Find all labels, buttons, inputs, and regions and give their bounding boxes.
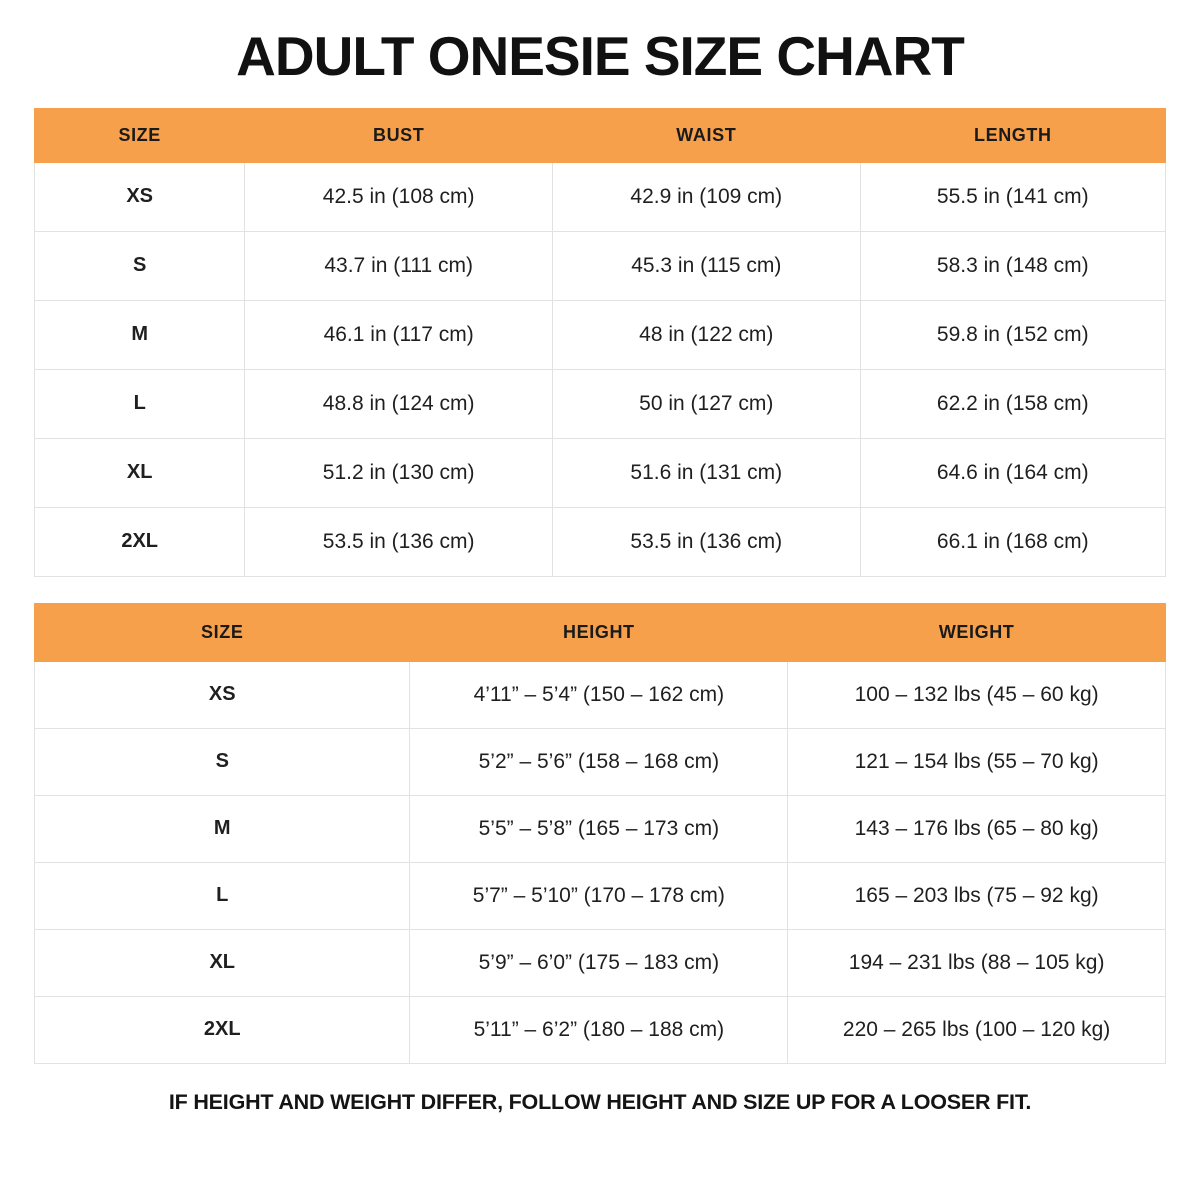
cell-size: L — [35, 369, 245, 438]
table-row — [35, 438, 1166, 507]
cell-weight: 220 – 265 lbs (100 – 120 kg) — [788, 996, 1166, 1063]
cell-bust: 43.7 in (111 cm) — [245, 231, 553, 300]
cell-waist: 45.3 in (115 cm) — [552, 231, 860, 300]
body-size-table-header — [35, 603, 1166, 661]
cell-size: S — [35, 728, 410, 795]
measurements-table-header — [35, 108, 1166, 162]
footer-note: IF HEIGHT AND WEIGHT DIFFER, FOLLOW HEIGHT AND SIZE UP FOR A LOOSER FIT. — [168, 1089, 1032, 1114]
measurements-table-body — [35, 162, 1166, 576]
cell-weight: 100 – 132 lbs (45 – 60 kg) — [788, 661, 1166, 728]
cell-height: 5’11” – 6’2” (180 – 188 cm) — [410, 996, 788, 1063]
cell-size: 2XL — [35, 507, 245, 576]
table-row — [35, 507, 1166, 576]
cell-weight: 165 – 203 lbs (75 – 92 kg) — [788, 862, 1166, 929]
cell-length: 62.2 in (158 cm) — [860, 369, 1165, 438]
cell-waist: 51.6 in (131 cm) — [552, 438, 860, 507]
body-size-table — [34, 603, 1166, 1064]
table-row — [35, 929, 1166, 996]
cell-bust: 53.5 in (136 cm) — [245, 507, 553, 576]
cell-bust: 42.5 in (108 cm) — [245, 162, 553, 231]
cell-size: M — [35, 795, 410, 862]
cell-waist: 48 in (122 cm) — [552, 300, 860, 369]
table-row — [35, 862, 1166, 929]
cell-height: 4’11” – 5’4” (150 – 162 cm) — [410, 661, 788, 728]
measurements-table — [34, 108, 1166, 577]
table-row — [35, 996, 1166, 1063]
cell-size: S — [35, 231, 245, 300]
cell-size: XS — [35, 661, 410, 728]
table-row — [35, 300, 1166, 369]
cell-height: 5’5” – 5’8” (165 – 173 cm) — [410, 795, 788, 862]
cell-waist: 53.5 in (136 cm) — [552, 507, 860, 576]
table-row — [35, 661, 1166, 728]
cell-size: 2XL — [35, 996, 410, 1063]
table-row — [35, 369, 1166, 438]
cell-length: 58.3 in (148 cm) — [860, 231, 1165, 300]
cell-height: 5’7” – 5’10” (170 – 178 cm) — [410, 862, 788, 929]
column-header-waist: WAIST — [552, 108, 860, 162]
cell-size: XL — [35, 929, 410, 996]
cell-height: 5’9” – 6’0” (175 – 183 cm) — [410, 929, 788, 996]
column-header-size: SIZE — [35, 108, 245, 162]
page-title: ADULT ONESIE SIZE CHART — [236, 25, 964, 87]
column-header-height: HEIGHT — [410, 603, 788, 661]
cell-bust: 46.1 in (117 cm) — [245, 300, 553, 369]
table-row — [35, 728, 1166, 795]
cell-bust: 51.2 in (130 cm) — [245, 438, 553, 507]
cell-size: M — [35, 300, 245, 369]
table-row — [35, 162, 1166, 231]
column-header-length: LENGTH — [860, 108, 1165, 162]
cell-weight: 121 – 154 lbs (55 – 70 kg) — [788, 728, 1166, 795]
table-header-row — [35, 108, 1166, 162]
table-row — [35, 795, 1166, 862]
cell-weight: 143 – 176 lbs (65 – 80 kg) — [788, 795, 1166, 862]
cell-size: L — [35, 862, 410, 929]
cell-length: 64.6 in (164 cm) — [860, 438, 1165, 507]
column-header-bust: BUST — [245, 108, 553, 162]
cell-length: 55.5 in (141 cm) — [860, 162, 1165, 231]
cell-height: 5’2” – 5’6” (158 – 168 cm) — [410, 728, 788, 795]
cell-waist: 50 in (127 cm) — [552, 369, 860, 438]
cell-bust: 48.8 in (124 cm) — [245, 369, 553, 438]
table-header-row — [35, 603, 1166, 661]
cell-length: 66.1 in (168 cm) — [860, 507, 1165, 576]
cell-weight: 194 – 231 lbs (88 – 105 kg) — [788, 929, 1166, 996]
cell-length: 59.8 in (152 cm) — [860, 300, 1165, 369]
table-row — [35, 231, 1166, 300]
cell-waist: 42.9 in (109 cm) — [552, 162, 860, 231]
cell-size: XL — [35, 438, 245, 507]
column-header-size: SIZE — [35, 603, 410, 661]
column-header-weight: WEIGHT — [788, 603, 1166, 661]
body-size-table-body — [35, 661, 1166, 1063]
cell-size: XS — [35, 162, 245, 231]
